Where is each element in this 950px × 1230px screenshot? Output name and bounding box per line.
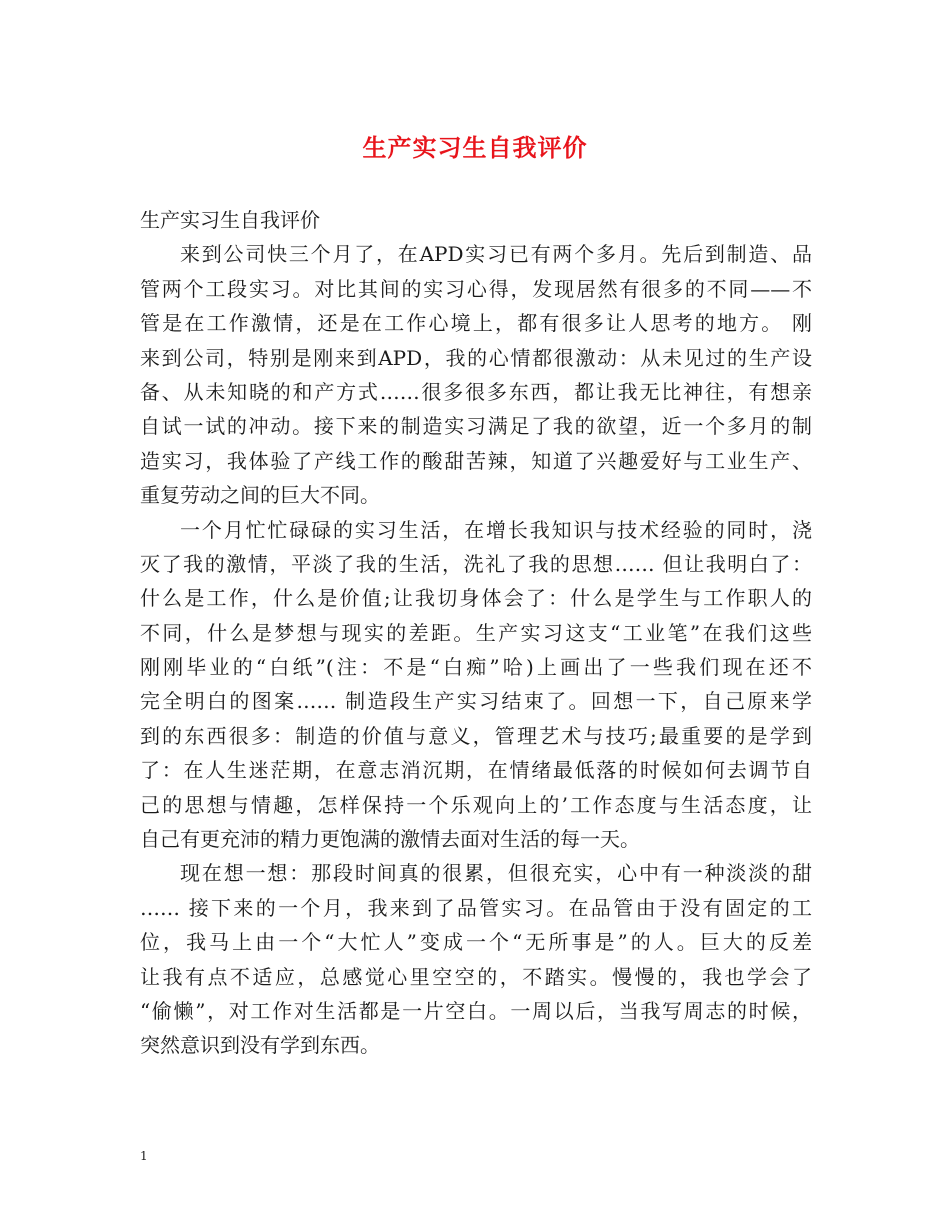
document-subtitle: 生产实习生自我评价 [140, 208, 320, 232]
text-line: 管两个工段实习。对比其间的实习心得，发现居然有很多的不同——不 [140, 276, 812, 301]
text-line: 了：在人生迷茫期，在意志消沉期，在情绪最低落的时候如何去调节自 [140, 758, 812, 783]
text-line: 重复劳动之间的巨大不同。 [140, 483, 380, 508]
text-line: 灭了我的激情，平淡了我的生活，洗礼了我的思想…… 但让我明白了： [140, 551, 812, 576]
text-line: 到的东西很多：制造的价值与意义，管理艺术与技巧;最重要的是学到 [140, 723, 812, 748]
text-line: 自试一试的冲动。接下来的制造实习满足了我的欲望，近一个多月的制 [140, 414, 812, 439]
text-line: 位，我马上由一个“大忙人”变成一个“无所事是”的人。巨大的反差 [140, 930, 812, 955]
text-line: 造实习，我体验了产线工作的酸甜苦辣，知道了兴趣爱好与工业生产、 [140, 448, 812, 473]
document-title: 生产实习生自我评价 [362, 133, 588, 162]
page-number: 1 [140, 1149, 148, 1163]
text-line: 现在想一想：那段时间真的很累，但很充实，心中有一种淡淡的甜 [180, 861, 812, 886]
text-line: 己的思想与情趣，怎样保持一个乐观向上的’工作态度与生活态度，让 [140, 792, 812, 817]
text-line: 突然意识到没有学到东西。 [140, 1033, 380, 1058]
text-line: “偷懒”，对工作对生活都是一片空白。一周以后，当我写周志的时候， [140, 998, 812, 1023]
text-line: …… 接下来的一个月，我来到了品管实习。在品管由于没有固定的工 [140, 895, 812, 920]
text-line: 刚刚毕业的“白纸”(注：不是“白痴”哈)上画出了一些我们现在还不 [140, 655, 812, 680]
text-line: 不同，什么是梦想与现实的差距。生产实习这支“工业笔”在我们这些 [140, 620, 812, 645]
document-body [140, 203, 812, 1063]
text-line: 来到公司，特别是刚来到APD，我的心情都很激动：从未见过的生产设 [140, 345, 812, 370]
text-line: 自己有更充沛的精力更饱满的激情去面对生活的每一天。 [140, 827, 640, 852]
text-line: 来到公司快三个月了，在APD实习已有两个多月。先后到制造、品 [180, 242, 812, 267]
text-line: 完全明白的图案…… 制造段生产实习结束了。回想一下，自己原来学 [140, 689, 812, 714]
text-line: 什么是工作，什么是价值;让我切身体会了：什么是学生与工作职人的 [140, 586, 812, 611]
text-line: 备、从未知晓的和产方式……很多很多东西，都让我无比神往，有想亲 [140, 379, 812, 404]
text-line: 让我有点不适应，总感觉心里空空的，不踏实。慢慢的，我也学会了 [140, 964, 812, 989]
text-line: 一个月忙忙碌碌的实习生活，在增长我知识与技术经验的同时，浇 [180, 517, 812, 542]
text-line: 管是在工作激情，还是在工作心境上，都有很多让人思考的地方。 刚 [140, 311, 812, 336]
